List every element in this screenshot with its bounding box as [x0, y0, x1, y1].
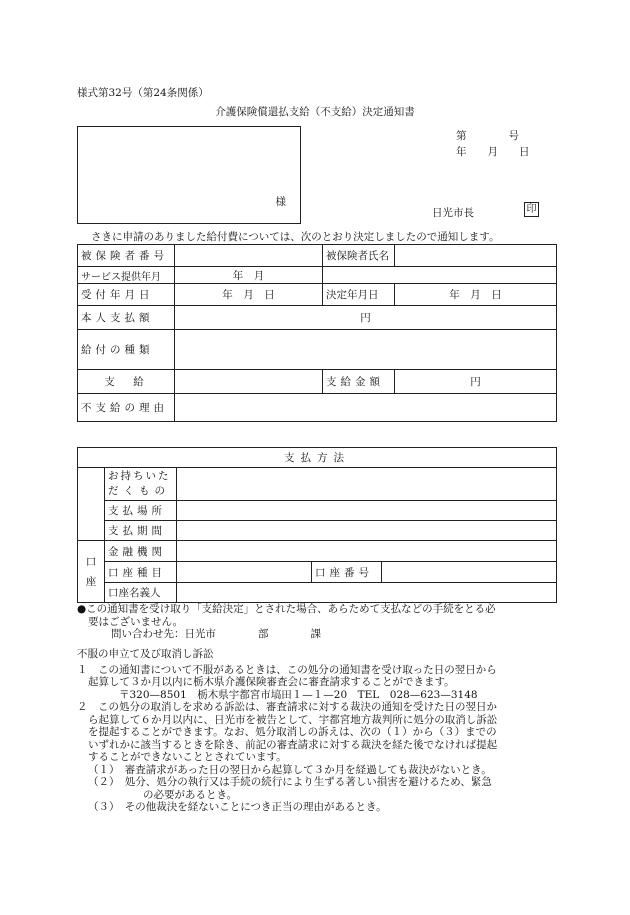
payment-notice: ●この通知書を受け取り「支給決定」とされた場合、あらためて支払などの手続をとる必 要はございません。 問い合わせ先：日光市 部 課: [77, 603, 557, 641]
received-date-value: 年 月 日: [175, 284, 323, 306]
self-pay-value: 円: [175, 306, 557, 330]
decision-date-value: 年 月 日: [395, 284, 557, 306]
appeal-section: 不服の申立て及び取消し訴訟 １ この通知書について不服があるときは、この処分の通知書を受け取った日の翌日から 起算して３か月以内に栃木県介護保険審査会に審査請求することができます。 〒320—8501 栃木県宇都宮市塙田１—１—20 TEL 028—623—3148 ２ この処分の取消しを求める訴訟は、審査請求に対する裁決の通知を受けた日の翌日か ら起算して６か月以内に、日光市を被告として、宇都宮地方裁判所に処分の取消し訴訟 を提起することができます。なお、処分取消しの訴えは、次の（１）から（３）までの いずれかに該当するときを除き、前記の審査請求に対する裁決を経た後でなければ提起 することができないこととされています。 （１） 審査請求があった日の翌日から起算して３か月を経過しても裁決がないとき。 （２） 処分、処分の執行又は手続の続行により生ずる著しい損害を避けるため、緊急 の必要があるとき。 （３） その他裁決を経ないことにつき正当の理由があるとき。: [77, 648, 557, 814]
service-month-blank: [323, 267, 557, 284]
intro-text: さきに申請のありました給付費については、次のとおり決定しましたので通知します。: [91, 231, 500, 243]
form-number: 様式第32号（第24条関係）: [77, 87, 209, 99]
self-pay-label: 本人支払額: [78, 306, 175, 330]
decision-table: [77, 244, 557, 422]
account-holder-value: [177, 583, 557, 603]
bank-label: 金融機関: [105, 541, 177, 562]
account-type-label: 口座種目: [105, 562, 177, 583]
bring-items-value: [177, 468, 557, 501]
account-side-label: 口 座: [78, 541, 105, 603]
nonpayment-reason-value: [175, 394, 557, 422]
account-type-value: [177, 562, 312, 583]
addressee-suffix: 様: [275, 196, 286, 208]
account-holder-label: 口座名義人: [105, 583, 177, 603]
payment-blank-side: [78, 468, 105, 541]
contact-info: 問い合わせ先：日光市 部 課: [111, 628, 321, 640]
payment-amount-value: 円: [395, 370, 557, 394]
bank-value: [177, 541, 557, 562]
payment-method-table: [77, 447, 557, 603]
insured-number-boxes: [175, 245, 323, 267]
received-date-label: 受付年月日: [78, 284, 175, 306]
payment-amount-label: 支給金額: [323, 370, 395, 394]
payment-method-header: 支払方法: [78, 448, 557, 468]
appeal-heading: 不服の申立て及び取消し訴訟: [77, 648, 214, 660]
bring-items-label: お持ちいた だくもの: [105, 468, 177, 501]
payment-period-value: [177, 521, 557, 541]
insured-number-label: 被保険者番号: [78, 245, 175, 267]
payment-place-value: [177, 501, 557, 521]
payment-place-label: 支払場所: [105, 501, 177, 521]
payment-value: [175, 370, 323, 394]
payment-label: 支 給: [78, 370, 175, 394]
service-month-value: 年 月: [175, 267, 323, 284]
decision-date-label: 決定年月日: [323, 284, 395, 306]
issue-date: 年 月 日: [456, 146, 530, 158]
insured-name-label: 被保険者氏名: [323, 245, 395, 267]
page-title: 介護保険償還払支給（不支給）決定通知書: [215, 106, 415, 118]
review-board-address: 〒320—8501 栃木県宇都宮市塙田１—１—20 TEL 028—623—3148: [119, 688, 478, 701]
document-number: 第 号: [456, 130, 519, 142]
account-number-label: 口座番号: [312, 562, 382, 583]
benefit-type-value: [175, 330, 557, 370]
service-month-label: サービス提供年月: [78, 267, 175, 284]
insured-name-value: [395, 245, 557, 267]
issuer: 日光市長: [432, 207, 474, 219]
nonpayment-reason-label: 不支給の理由: [78, 394, 175, 422]
account-number-value: [382, 562, 557, 583]
payment-period-label: 支払期間: [105, 521, 177, 541]
addressee-box: [77, 126, 301, 224]
benefit-type-label: 給付の種類: [78, 330, 175, 370]
seal-mark: 印: [524, 202, 539, 217]
